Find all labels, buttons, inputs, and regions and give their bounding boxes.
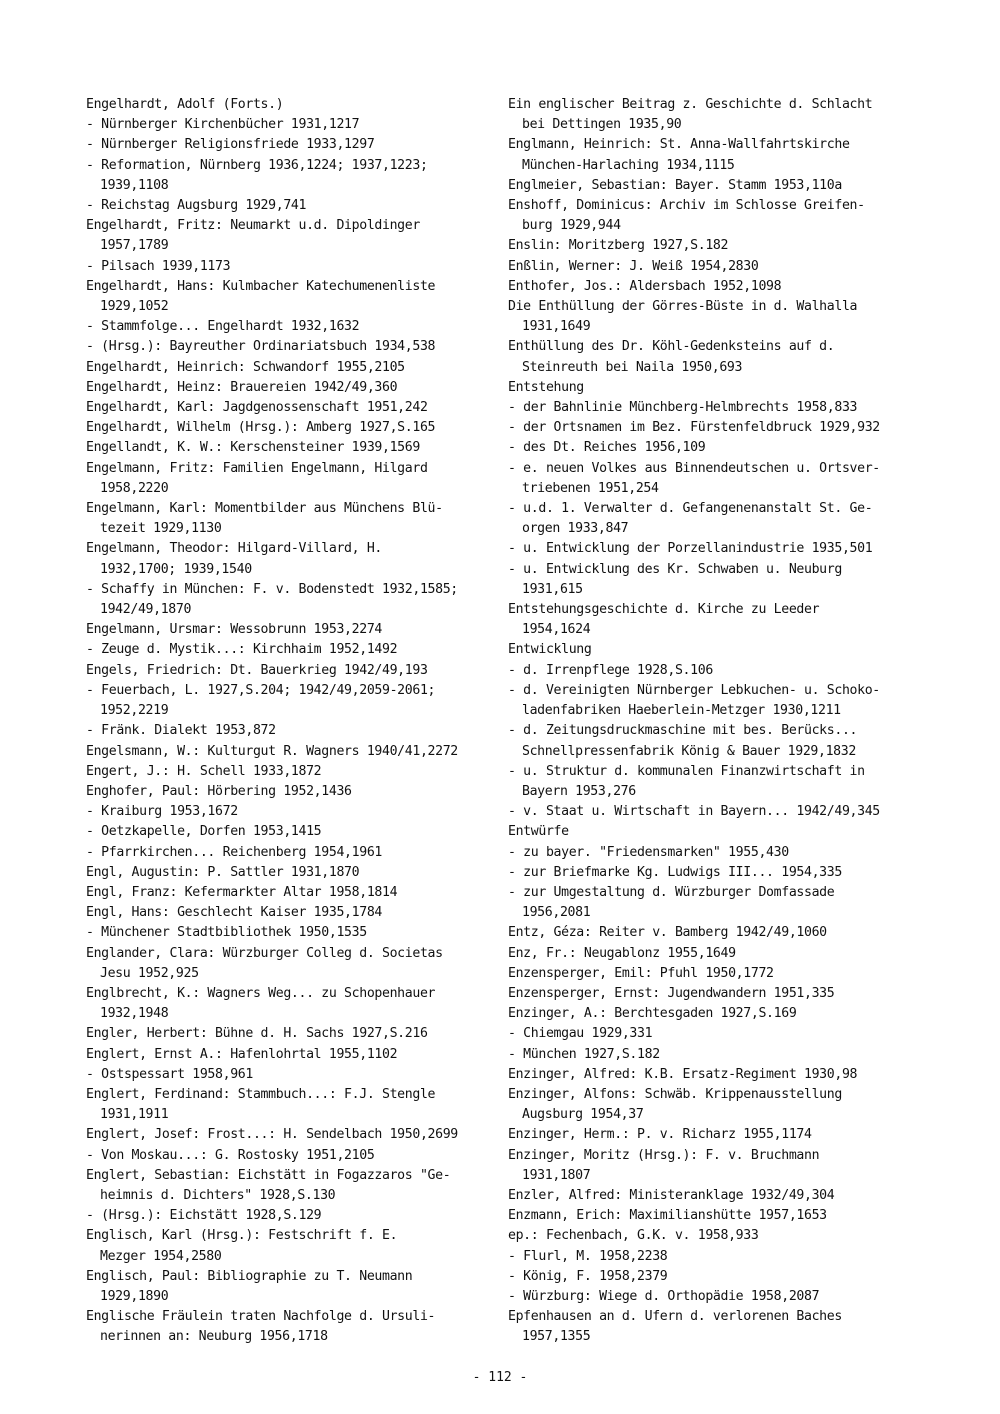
entry-line: Enghofer, Paul: Hörbering 1952,1436 <box>86 783 352 799</box>
index-entry <box>86 681 486 721</box>
index-entry <box>86 883 486 903</box>
entry-line: - König, F. 1958,2379 <box>508 1268 668 1284</box>
index-entry <box>508 1065 958 1085</box>
index-entry <box>86 499 486 539</box>
index-entry <box>508 1307 958 1347</box>
entry-continuation-line: Steinreuth bei Naila 1950,693 <box>522 359 743 375</box>
entry-line: Engelhardt, Heinz: Brauereien 1942/49,360 <box>86 379 398 395</box>
entry-line: - München 1927,S.182 <box>508 1046 660 1062</box>
index-entry <box>86 378 486 398</box>
entry-line: Englische Fräulein traten Nachfolge d. Ursuli- <box>86 1309 436 1325</box>
entry-continuation-line: 1958,2220 <box>100 480 169 496</box>
entry-line: Enthofer, Jos.: Aldersbach 1952,1098 <box>508 278 782 294</box>
index-entry <box>508 944 958 964</box>
index-entry <box>508 438 958 458</box>
index-entry <box>86 822 486 842</box>
index-entry <box>86 317 486 337</box>
index-entry <box>86 620 486 640</box>
index-entry <box>86 539 486 579</box>
entry-line: Enzinger, Moritz (Hrsg.): F. v. Bruchmann <box>508 1147 820 1163</box>
entry-line: Engelsmann, W.: Kulturgut R. Wagners 1940/41,2272 <box>86 743 458 759</box>
entry-line: Enzinger, Alfred: K.B. Ersatz-Regiment 1930,98 <box>508 1066 858 1082</box>
entry-continuation-line: heimnis d. Dichters" 1928,S.130 <box>100 1187 336 1203</box>
entry-continuation-line: tezeit 1929,1130 <box>100 521 222 537</box>
index-entry <box>86 863 486 883</box>
index-entry <box>86 944 486 984</box>
index-entry <box>86 459 486 499</box>
entry-line: Enzinger, Alfons: Schwäb. Krippenausstellung <box>508 1086 842 1102</box>
index-entry <box>508 135 958 175</box>
index-entry <box>86 135 486 155</box>
entry-line: - Zeuge d. Mystik...: Kirchhaim 1952,1492 <box>86 642 398 658</box>
index-entry <box>508 95 958 135</box>
entry-line: Englert, Ferdinand: Stammbuch...: F.J. Stengle <box>86 1086 436 1102</box>
index-entry <box>86 156 486 196</box>
entry-line: - zur Umgestaltung d. Würzburger Domfassade <box>508 884 835 900</box>
index-entry <box>86 742 486 762</box>
entry-continuation-line: triebenen 1951,254 <box>522 480 659 496</box>
entry-line: Engelmann, Theodor: Hilgard-Villard, H. <box>86 541 382 557</box>
index-entry <box>86 1307 486 1347</box>
index-entry <box>86 843 486 863</box>
entry-line: - (Hrsg.): Eichstätt 1928,S.129 <box>86 1208 322 1224</box>
entry-continuation-line: 1957,1789 <box>100 238 169 254</box>
index-entry <box>86 721 486 741</box>
entry-line: Englert, Josef: Frost...: H. Sendelbach 1950,2699 <box>86 1127 458 1143</box>
entry-line: Enzensperger, Ernst: Jugendwandern 1951,335 <box>508 985 835 1001</box>
entry-continuation-line: Augsburg 1954,37 <box>522 1107 644 1123</box>
entry-line: - Oetzkapelle, Dorfen 1953,1415 <box>86 824 322 840</box>
index-entry <box>508 681 958 721</box>
entry-line: Englert, Ernst A.: Hafenlohrtal 1955,1102 <box>86 1046 398 1062</box>
index-entry <box>508 539 958 559</box>
index-entry <box>86 1065 486 1085</box>
entry-line: - Stammfolge... Engelhardt 1932,1632 <box>86 319 360 335</box>
index-entry <box>508 560 958 600</box>
index-entry <box>508 337 958 377</box>
entry-line: - Reformation, Nürnberg 1936,1224; 1937,1223; <box>86 157 428 173</box>
entry-continuation-line: 1957,1355 <box>522 1329 591 1345</box>
entry-continuation-line: 1931,615 <box>522 581 583 597</box>
entry-line: Die Enthüllung der Görres-Büste in d. Walhalla <box>508 299 858 315</box>
index-entry <box>86 1024 486 1044</box>
index-entry <box>508 802 958 822</box>
entry-line: Engelmann, Fritz: Familien Engelmann, Hilgard <box>86 460 428 476</box>
index-entry <box>508 1004 958 1024</box>
index-entry <box>86 1267 486 1307</box>
index-entry <box>508 1146 958 1186</box>
entry-line: Englisch, Karl (Hrsg.): Festschrift f. E. <box>86 1228 398 1244</box>
entry-line: Entwicklung <box>508 642 592 658</box>
entry-continuation-line: nerinnen an: Neuburg 1956,1718 <box>100 1329 328 1345</box>
index-entry <box>86 640 486 660</box>
entry-line: Engelmann, Karl: Momentbilder aus Münchens Blü- <box>86 501 443 517</box>
entry-line: Englert, Sebastian: Eichstätt in Fogazzaros "Ge- <box>86 1167 451 1183</box>
entry-line: Enzmann, Erich: Maximilianshütte 1957,1653 <box>508 1208 827 1224</box>
page-number: - 112 - <box>472 1370 528 1385</box>
entry-line: Engelhardt, Wilhelm (Hrsg.): Amberg 1927,S.165 <box>86 420 436 436</box>
entry-line: Englmann, Heinrich: St. Anna-Wallfahrtskirche <box>508 137 850 153</box>
entry-line: Engl, Hans: Geschlecht Kaiser 1935,1784 <box>86 905 382 921</box>
entry-line: - Fränk. Dialekt 1953,872 <box>86 723 276 739</box>
index-entry <box>508 1186 958 1206</box>
entry-line: - u. Entwicklung der Porzellanindustrie 1935,501 <box>508 541 873 557</box>
index-entry <box>86 1045 486 1065</box>
entry-continuation-line: 1954,1624 <box>522 622 591 638</box>
entry-line: Engelhardt, Hans: Kulmbacher Katechumenenliste <box>86 278 436 294</box>
entry-line: - Von Moskau...: G. Rostosky 1951,2105 <box>86 1147 375 1163</box>
index-entry <box>86 1125 486 1145</box>
entry-line: Enßlin, Werner: J. Weiß 1954,2830 <box>508 258 759 274</box>
index-entry <box>508 499 958 539</box>
index-entry <box>86 1085 486 1125</box>
entry-continuation-line: 1929,1052 <box>100 299 169 315</box>
entry-line: - v. Staat u. Wirtschaft in Bayern... 1942/49,345 <box>508 804 880 820</box>
entry-continuation-line: burg 1929,944 <box>522 218 621 234</box>
entry-continuation-line: München-Harlaching 1934,1115 <box>522 157 735 173</box>
entry-line: Engelhardt, Adolf (Forts.) <box>86 97 284 112</box>
index-entry <box>508 277 958 297</box>
entry-line: - zur Briefmarke Kg. Ludwigs III... 1954,335 <box>508 864 842 880</box>
right-column <box>508 95 958 1348</box>
entry-line: Ein englischer Beitrag z. Geschichte d. Schlacht <box>508 97 873 112</box>
entry-continuation-line: 1931,1911 <box>100 1107 169 1123</box>
index-entry <box>86 903 486 923</box>
index-entry <box>508 1267 958 1287</box>
index-entry <box>508 640 958 660</box>
entry-line: - Ostspessart 1958,961 <box>86 1066 253 1082</box>
index-entry <box>86 661 486 681</box>
entry-line: Englisch, Paul: Bibliographie zu T. Neumann <box>86 1268 413 1284</box>
index-entry <box>86 115 486 135</box>
index-entry <box>86 337 486 357</box>
index-entry <box>508 600 958 640</box>
index-entry <box>508 964 958 984</box>
entry-line: - Kraiburg 1953,1672 <box>86 804 238 820</box>
entry-line: - zu bayer. "Friedensmarken" 1955,430 <box>508 844 789 860</box>
index-entry <box>86 984 486 1024</box>
index-entry <box>508 459 958 499</box>
index-entry <box>508 721 958 761</box>
index-entry <box>508 822 958 842</box>
index-entry <box>508 176 958 196</box>
index-entry <box>86 802 486 822</box>
entry-line: Engelmann, Ursmar: Wessobrunn 1953,2274 <box>86 622 382 638</box>
entry-line: - u. Entwicklung des Kr. Schwaben u. Neuburg <box>508 561 842 577</box>
entry-line: Engelhardt, Heinrich: Schwandorf 1955,2105 <box>86 359 405 375</box>
entry-line: - d. Vereinigten Nürnberger Lebkuchen- u. Schoko- <box>508 682 880 698</box>
entry-line: Enzensperger, Emil: Pfuhl 1950,1772 <box>508 965 774 981</box>
index-entry <box>508 984 958 1004</box>
index-entry <box>508 398 958 418</box>
entry-line: Englander, Clara: Würzburger Colleg d. Societas <box>86 945 443 961</box>
entry-line: - Münchener Stadtbibliothek 1950,1535 <box>86 925 367 941</box>
index-entry <box>508 1206 958 1226</box>
index-entry <box>508 196 958 236</box>
entry-continuation-line: 1956,2081 <box>522 905 591 921</box>
entry-continuation-line: bei Dettingen 1935,90 <box>522 117 682 133</box>
entry-line: Engler, Herbert: Bühne d. H. Sachs 1927,S.216 <box>86 1026 428 1042</box>
entry-continuation-line: Jesu 1952,925 <box>100 965 199 981</box>
index-entry <box>86 418 486 438</box>
left-column <box>86 95 486 1348</box>
index-entry <box>86 1146 486 1166</box>
entry-line: Entstehung <box>508 379 584 395</box>
entry-line: Englmeier, Sebastian: Bayer. Stamm 1953,110a <box>508 177 842 193</box>
entry-line: Enslin: Moritzberg 1927,S.182 <box>508 238 729 254</box>
index-entry <box>508 863 958 883</box>
entry-line: - e. neuen Volkes aus Binnendeutschen u. Ortsver- <box>508 460 880 476</box>
index-entry <box>508 843 958 863</box>
index-entry <box>508 661 958 681</box>
entry-line: Engels, Friedrich: Dt. Bauerkrieg 1942/49,193 <box>86 662 428 678</box>
entry-line: Engelhardt, Karl: Jagdgenossenschaft 1951,242 <box>86 400 428 416</box>
index-entry <box>508 762 958 802</box>
index-entry <box>86 398 486 418</box>
entry-continuation-line: Schnellpressenfabrik König & Bauer 1929,1832 <box>522 743 856 759</box>
entry-line: - Würzburg: Wiege d. Orthopädie 1958,2087 <box>508 1288 820 1304</box>
index-entry <box>86 277 486 317</box>
index-entry <box>86 358 486 378</box>
index-entry <box>86 196 486 216</box>
entry-line: Enzinger, Herm.: P. v. Richarz 1955,1174 <box>508 1127 812 1143</box>
entry-line: Engellandt, K. W.: Kerschensteiner 1939,1569 <box>86 440 420 456</box>
index-entry <box>86 782 486 802</box>
index-entry <box>86 762 486 782</box>
entry-line: Enzler, Alfred: Ministeranklage 1932/49,304 <box>508 1187 835 1203</box>
index-entry <box>86 438 486 458</box>
index-entry <box>86 1226 486 1266</box>
entry-continuation-line: ladenfabriken Haeberlein-Metzger 1930,1211 <box>522 703 841 719</box>
entry-line: - Nürnberger Religionsfriede 1933,1297 <box>86 137 375 153</box>
entry-line: - (Hrsg.): Bayreuther Ordinariatsbuch 1934,538 <box>86 339 436 355</box>
entry-line: - Schaffy in München: F. v. Bodenstedt 1932,1585; <box>86 581 458 597</box>
index-entry <box>86 95 486 115</box>
entry-continuation-line: Mezger 1954,2580 <box>100 1248 222 1264</box>
entry-line: - Flurl, M. 1958,2238 <box>508 1248 668 1264</box>
entry-line: Enthüllung des Dr. Köhl-Gedenksteins auf d. <box>508 339 835 355</box>
entry-line: - Chiemgau 1929,331 <box>508 1026 653 1042</box>
index-entry <box>508 1045 958 1065</box>
entry-line: Enzinger, A.: Berchtesgaden 1927,S.169 <box>508 1006 797 1022</box>
entry-line: Englbrecht, K.: Wagners Weg... zu Schopenhauer <box>86 985 436 1001</box>
entry-line: - der Ortsnamen im Bez. Fürstenfeldbruck 1929,932 <box>508 420 880 436</box>
entry-line: - Pilsach 1939,1173 <box>86 258 231 274</box>
entry-line: - d. Zeitungsdruckmaschine mit bes. Berücks... <box>508 723 858 739</box>
index-entry <box>508 1024 958 1044</box>
entry-line: - des Dt. Reiches 1956,109 <box>508 440 706 456</box>
entry-line: - u. Struktur d. kommunalen Finanzwirtschaft in <box>508 763 865 779</box>
entry-continuation-line: 1929,1890 <box>100 1288 169 1304</box>
index-entry <box>508 1287 958 1307</box>
entry-continuation-line: 1939,1108 <box>100 177 169 193</box>
index-entry <box>508 236 958 256</box>
index-entry <box>86 1166 486 1206</box>
entry-line: - der Bahnlinie Münchberg-Helmbrechts 1958,833 <box>508 400 858 416</box>
index-entry <box>508 883 958 923</box>
index-entry <box>508 1085 958 1125</box>
entry-continuation-line: 1952,2219 <box>100 703 169 719</box>
entry-line: Entwürfe <box>508 824 569 840</box>
entry-continuation-line: 1931,1807 <box>522 1167 591 1183</box>
index-entry <box>86 1206 486 1226</box>
entry-line: Engl, Augustin: P. Sattler 1931,1870 <box>86 864 360 880</box>
entry-line: Epfenhausen an d. Ufern d. verlorenen Baches <box>508 1309 842 1325</box>
index-entry <box>508 1226 958 1246</box>
entry-line: - Reichstag Augsburg 1929,741 <box>86 198 307 214</box>
entry-continuation-line: orgen 1933,847 <box>522 521 629 537</box>
entry-line: Engl, Franz: Kefermarkter Altar 1958,1814 <box>86 884 398 900</box>
entry-line: Engelhardt, Fritz: Neumarkt u.d. Dipoldinger <box>86 218 420 234</box>
index-entry <box>86 923 486 943</box>
entry-continuation-line: 1932,1948 <box>100 1006 169 1022</box>
index-entry <box>508 923 958 943</box>
entry-line: - Feuerbach, L. 1927,S.204; 1942/49,2059-2061; <box>86 682 436 698</box>
entry-line: - Pfarrkirchen... Reichenberg 1954,1961 <box>86 844 382 860</box>
index-entry <box>508 297 958 337</box>
index-entry <box>86 257 486 277</box>
entry-line: ep.: Fechenbach, G.K. v. 1958,933 <box>508 1228 759 1244</box>
index-entry <box>86 216 486 256</box>
index-entry <box>86 580 486 620</box>
entry-line: Enz, Fr.: Neugablonz 1955,1649 <box>508 945 736 961</box>
entry-line: Entstehungsgeschichte d. Kirche zu Leeder <box>508 602 820 618</box>
entry-continuation-line: 1931,1649 <box>522 319 591 335</box>
entry-line: - u.d. 1. Verwalter d. Gefangenenanstalt St. Ge- <box>508 501 873 517</box>
index-entry <box>508 418 958 438</box>
index-entry <box>508 257 958 277</box>
entry-continuation-line: Bayern 1953,276 <box>522 783 636 799</box>
entry-line: Enshoff, Dominicus: Archiv im Schlosse Greifen- <box>508 198 865 214</box>
index-entry <box>508 378 958 398</box>
entry-line: - d. Irrenpflege 1928,S.106 <box>508 662 713 678</box>
entry-continuation-line: 1942/49,1870 <box>100 602 192 618</box>
index-entry <box>508 1125 958 1145</box>
entry-line: - Nürnberger Kirchenbücher 1931,1217 <box>86 117 360 133</box>
index-entry <box>508 1247 958 1267</box>
entry-line: Engert, J.: H. Schell 1933,1872 <box>86 763 322 779</box>
entry-continuation-line: 1932,1700; 1939,1540 <box>100 561 252 577</box>
entry-line: Entz, Géza: Reiter v. Bamberg 1942/49,1060 <box>508 925 827 941</box>
